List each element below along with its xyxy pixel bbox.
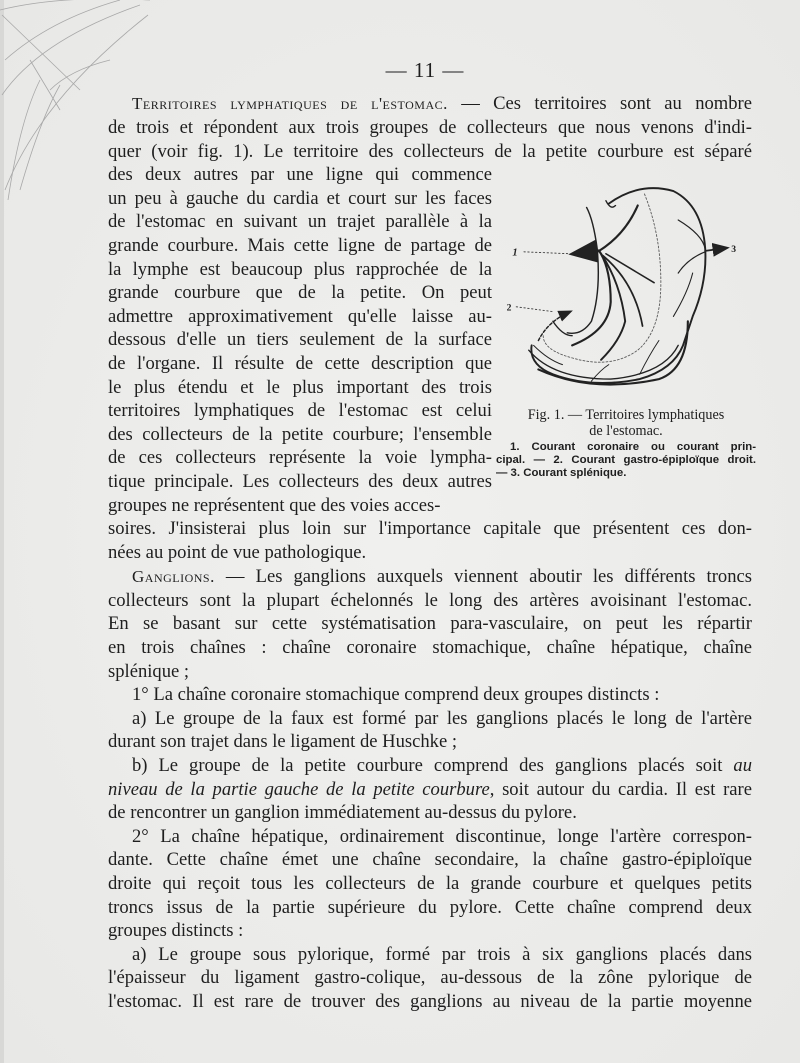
- paragraph-line: admettre approximativement qu'elle laisse au-: [108, 306, 492, 327]
- paragraph-line: grande courbure. Mais cette ligne de partage de: [108, 235, 492, 256]
- paragraph-line: a) Le groupe sous pylorique, formé par trois à six ganglions placés dans: [132, 944, 752, 965]
- paragraph-line: collecteurs sont la plupart échelonnés le long des artères avoisinant l'estomac.: [108, 590, 752, 611]
- paragraph-line: troncs issus de la partie supérieure du pylore. Cette chaîne comprend deux: [108, 897, 752, 918]
- paragraph-line: de ces collecteurs représente la voie lympha-: [108, 447, 492, 468]
- paragraph-line: Ganglions. — Les ganglions auxquels viennent aboutir les différents troncs: [132, 566, 752, 587]
- paragraph-line: territoires lymphatiques de l'estomac est celui: [108, 400, 492, 421]
- paragraph-line: le plus étendu et le plus important des trois: [108, 377, 492, 398]
- paragraph-line: splénique ;: [108, 661, 190, 682]
- figure-caption-title: Fig. 1. — Territoires lymphatiques de l'estomac.: [527, 407, 725, 439]
- paragraph-line: nées au point de vue pathologique.: [108, 542, 367, 563]
- paragraph-line: 2° La chaîne hépatique, ordinairement discontinue, longe l'artère correspon-: [132, 826, 752, 847]
- paragraph-line: des deux autres par une ligne qui commence: [108, 164, 492, 185]
- page-number: — 11 —: [385, 58, 465, 82]
- paragraph-line: niveau de la partie gauche de la petite courbure, soit autour du cardia. Il est rare: [108, 779, 752, 800]
- paragraph-line: Territoires lymphatiques de l'estomac. — Ces territoires sont au nombre: [132, 93, 752, 114]
- paragraph-line: quer (voir fig. 1). Le territoire des collecteurs de la petite courbure est séparé: [108, 141, 752, 162]
- paragraph-line: la lymphe est beaucoup plus rapprochée de la: [108, 259, 492, 280]
- paragraph-line: l'épaisseur du ligament gastro-colique, au-dessous de la zône pylorique de: [108, 967, 752, 988]
- paragraph-line: 1° La chaîne coronaire stomachique comprend deux groupes distincts :: [132, 684, 660, 705]
- section-heading: Ganglions.: [132, 567, 215, 586]
- paragraph-line: de l'estomac en suivant un trajet parallèle à la: [108, 211, 492, 232]
- paragraph-line: En se basant sur cette systématisation para-vasculaire, on peut les répartir: [108, 613, 752, 634]
- paragraph-line: tique principale. Les collecteurs des deux autres: [108, 471, 492, 492]
- paragraph-line: en trois chaînes : chaîne coronaire stomachique, chaîne hépatique, chaîne: [108, 637, 752, 658]
- paragraph-line: dante. Cette chaîne émet une chaîne secondaire, la chaîne gastro-épiploïque: [108, 849, 752, 870]
- paragraph-line: grande courbure que de la petite. On peut: [108, 282, 492, 303]
- paragraph-line: l'estomac. Il est rare de trouver des ganglions au niveau de la partie moyenne: [108, 991, 752, 1012]
- stomach-lymphatics-figure: [495, 175, 765, 400]
- paragraph-line: dessous d'elle un tiers seulement de la surface: [108, 329, 492, 350]
- paragraph-line: droite qui reçoit tous les collecteurs de la grande courbure et quelques petits: [108, 873, 752, 894]
- paragraph-line: de trois et répondent aux trois groupes de collecteurs que nous venons d'indi-: [108, 117, 752, 138]
- paragraph-line: de rencontrer un ganglion immédiatement au-dessus du pylore.: [108, 802, 577, 823]
- figure-label-3: 3: [731, 243, 737, 255]
- figure-label-2: 2: [506, 302, 512, 314]
- paragraph-line: soires. J'insisterai plus loin sur l'importance capitale que présentent ces don-: [108, 518, 752, 539]
- paragraph-line: de l'organe. Il résulte de cette description que: [108, 353, 492, 374]
- paragraph-line: un peu à gauche du cardia et court sur les faces: [108, 188, 492, 209]
- paragraph-line: des collecteurs de la petite courbure; l'ensemble: [108, 424, 492, 445]
- paragraph-line: b) Le groupe de la petite courbure comprend des ganglions placés soit au: [132, 755, 752, 776]
- paragraph-line: groupes distincts :: [108, 920, 244, 941]
- figure-label-1: 1: [512, 247, 518, 259]
- paragraph-line: groupes ne représentent que des voies acces-: [108, 495, 441, 516]
- paragraph-line: durant son trajet dans le ligament de Huschke ;: [108, 731, 458, 752]
- figure-legend: 1. Courant coronaire ou courant prin- cipal. — 2. Courant gastro-épiploïque droit. — 3. Courant splénique.: [496, 441, 756, 479]
- section-heading: Territoires lymphatiques de l'estomac.: [132, 94, 448, 113]
- paragraph-line: a) Le groupe de la faux est formé par les ganglions placés le long de l'artère: [132, 708, 752, 729]
